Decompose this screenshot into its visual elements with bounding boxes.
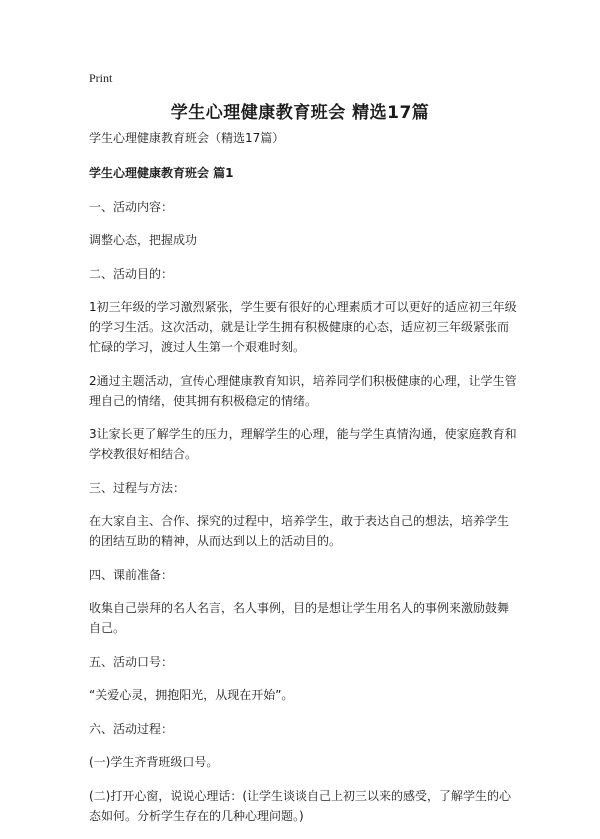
- paragraph: “关爱心灵，拥抱阳光，从现在开始”。: [89, 688, 294, 702]
- heading-process-method: 三、过程与方法：: [89, 480, 186, 495]
- heading-activity-process: 六、活动过程：: [89, 721, 174, 736]
- paragraph: 收集自己崇拜的名人名言，名人事例，目的是想让学生用名人的事例来激励鼓舞自己。: [89, 601, 510, 635]
- page-title: 学生心理健康教育班会 精选17篇: [170, 103, 430, 123]
- paragraph: 调整心态，把握成功: [89, 233, 198, 247]
- paragraph: 1初三年级的学习激烈紧张，学生要有很好的心理素质才可以更好的适应初三年级的学习生活。这次活动，就是让学生拥有积极健康的心态，适应初三年级紧张而忙碌的学习，渡过人生第一个艰难时刻。: [89, 300, 517, 354]
- paragraph: 2通过主题活动，宣传心理健康教育知识，培养同学们积极健康的心理，让学生管理自己的情绪，使其拥有积极稳定的情绪。: [89, 373, 517, 408]
- section-heading: 学生心理健康教育班会 篇1: [89, 166, 234, 180]
- paragraph: (二)打开心窗，说说心理话：(让学生谈谈自己上初三以来的感受，了解学生的心态如何。分析学生存在的几种心理问题。): [89, 788, 512, 823]
- paragraph: (一)学生齐背班级口号。: [89, 755, 219, 769]
- heading-activity-purpose: 二、活动目的：: [89, 266, 174, 281]
- heading-slogan: 五、活动口号：: [89, 654, 174, 669]
- heading-activity-content: 一、活动内容：: [89, 199, 174, 214]
- heading-preparation: 四、课前准备：: [89, 567, 174, 582]
- paragraph: 3让家长更了解学生的压力，理解学生的心理，能与学生真情沟通，使家庭教育和学校教很好相结合。: [89, 427, 517, 461]
- paragraph: 在大家自主、合作、探究的过程中，培养学生，敢于表达自己的想法，培养学生的团结互助的精神，从而达到以上的活动目的。: [89, 514, 510, 548]
- document-body: [89, 128, 519, 839]
- print-link[interactable]: Print: [89, 71, 113, 85]
- document-subtitle: 学生心理健康教育班会（精选17篇）: [89, 131, 285, 145]
